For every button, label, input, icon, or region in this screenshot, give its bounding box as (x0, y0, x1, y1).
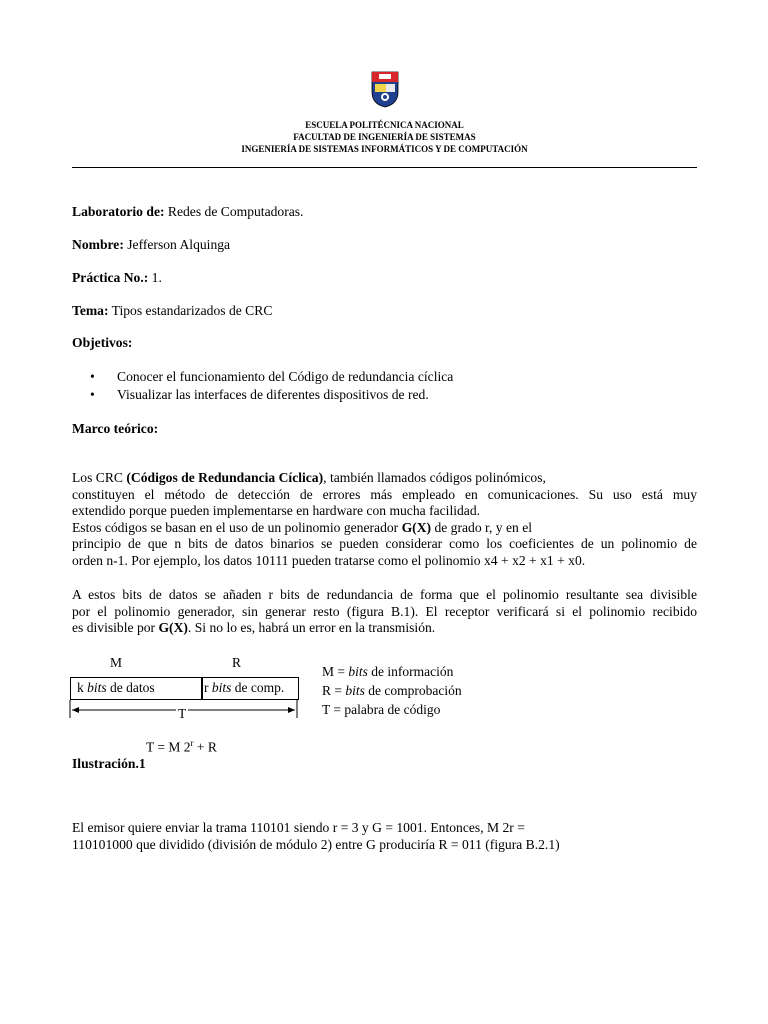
text-line: orden n-1. Por ejemplo, los datos 10111 pueden tratarse como el polinomio x4 + x2 + x1 + x0. (72, 552, 586, 568)
objectives-label: Objetivos: (72, 335, 133, 350)
text-span-italic: bits (345, 683, 365, 698)
figure-formula (146, 735, 217, 756)
name-field (72, 237, 230, 253)
text-span: + R (193, 739, 217, 755)
paragraph-example (72, 820, 697, 853)
text-span: R = (322, 683, 346, 698)
practice-value: 1. (148, 270, 162, 285)
text-span: Los CRC (72, 470, 127, 485)
practice-field (72, 270, 162, 286)
theory-label: Marco teórico: (72, 421, 159, 436)
lab-label: Laboratorio de: (72, 204, 165, 219)
text-span: de comprobación (364, 683, 462, 698)
figure-caption: Ilustración.1 (72, 756, 146, 771)
paragraph-crc-intro (72, 470, 697, 569)
text-span-sup: r (190, 738, 194, 748)
name-value: Jefferson Alquinga (123, 237, 231, 252)
text-line: extendido porque pueden implementarse en hardware con mucha facilidad. (72, 503, 481, 518)
topic-label: Tema: (72, 303, 109, 318)
bullet: • (90, 387, 95, 402)
objective-text: Visualizar las interfaces de diferentes dispositivos de red. (117, 387, 429, 402)
text-span: de grado r, y en el (431, 519, 533, 535)
header-divider (72, 167, 697, 168)
legend-t: T = palabra de código (322, 702, 441, 717)
name-label: Nombre: (72, 237, 124, 252)
text-span-italic: bits (87, 680, 107, 695)
institution-logo (370, 70, 400, 108)
header-line-3: INGENIERÍA DE SISTEMAS INFORMÁTICOS Y DE COMPUTACIÓN (241, 144, 528, 154)
legend-r (322, 683, 462, 699)
text-span: r (204, 680, 212, 695)
figure-label-r: R (232, 655, 242, 670)
list-item (72, 368, 453, 386)
text-span-italic: bits (348, 664, 368, 679)
text-span: Estos códigos se basan en el uso de un polinomio generador (72, 519, 402, 535)
header-line-2: FACULTAD DE INGENIERÍA DE SISTEMAS (293, 132, 476, 142)
text-span: de datos (106, 680, 155, 695)
topic-value: Tipos estandarizados de CRC (108, 303, 273, 318)
text-span: es divisible por (72, 620, 159, 635)
text-line: por el polinomio generador, sin generar resto (figura B.1). El receptor verificará si el polinomio recibido (72, 603, 697, 619)
text-line: principio de que n bits de datos binarios se pueden considerar como los coeficientes de un polinomio de (72, 536, 697, 551)
text-span-bold: G(X) (158, 620, 188, 635)
practice-label: Práctica No.: (72, 270, 149, 285)
list-item (72, 386, 453, 404)
objective-text: Conocer el funcionamiento del Código de redundancia cíclica (117, 369, 454, 384)
text-span: k (77, 680, 88, 695)
text-span: de información (367, 664, 454, 679)
topic-field (72, 303, 272, 319)
figure-label-m: M (110, 655, 123, 670)
text-span-bold: (Códigos de Redundancia Cíclica) (126, 470, 324, 485)
text-line: constituyen el método de detección de errores más empleado en comunicaciones. Su uso está muy (72, 486, 697, 502)
text-line (72, 620, 697, 637)
text-line: A estos bits de datos se añaden r bits de redundancia de forma que el polinomio resultante sea divisible (72, 587, 697, 602)
lab-field (72, 204, 303, 220)
text-line (72, 520, 697, 537)
text-span: . Si no lo es, habrá un error en la transmisión. (187, 620, 436, 635)
paragraph-redundancy (72, 587, 697, 637)
text-span-bold: G(X) (401, 519, 432, 535)
text-span: , también llamados códigos polinómicos, (323, 470, 546, 485)
text-line: 110101000 que dividido (división de módulo 2) entre G produciría R = 011 (figura B.2.1) (72, 836, 560, 852)
text-span: M = (322, 664, 349, 679)
text-line (72, 470, 697, 487)
bullet: • (90, 369, 95, 384)
text-span-italic: bits (211, 680, 232, 695)
check-bits-label (204, 680, 284, 696)
lab-value: Redes de Computadoras. (164, 204, 304, 219)
text-span: T = M 2 (146, 739, 191, 755)
data-bits-label (77, 680, 155, 696)
figure-label-t: T (178, 706, 187, 721)
objectives-list (72, 368, 453, 404)
text-line: El emisor quiere enviar la trama 110101 siendo r = 3 y G = 1001. Entonces, M 2r = (72, 820, 525, 835)
header-line-1: ESCUELA POLITÉCNICA NACIONAL (305, 120, 464, 130)
legend-m (322, 664, 453, 680)
text-span: de comp. (231, 680, 285, 695)
